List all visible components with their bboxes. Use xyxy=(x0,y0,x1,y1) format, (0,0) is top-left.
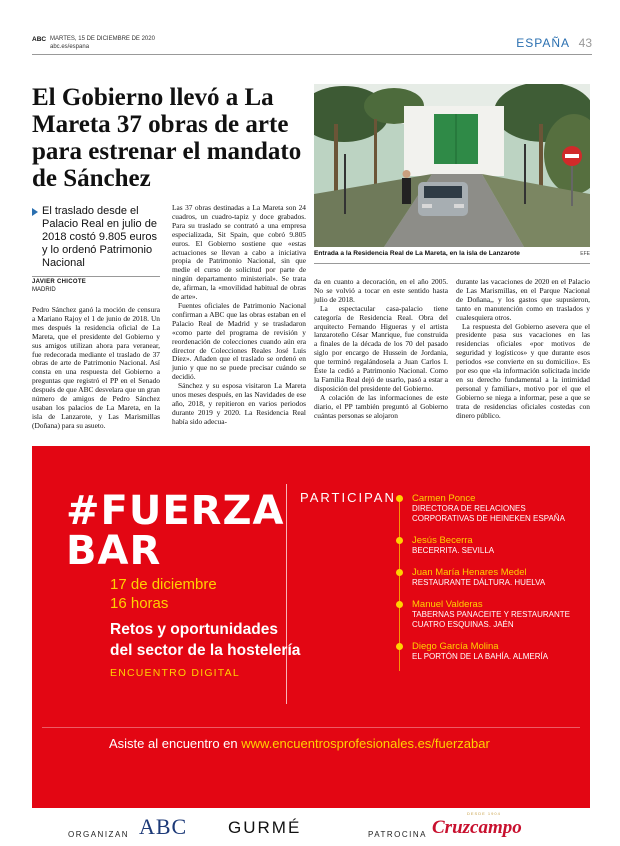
caption-rule xyxy=(314,263,590,264)
page-header xyxy=(32,36,592,58)
bullet-dot-icon xyxy=(396,643,403,650)
fuerza-bar-advertisement[interactable] xyxy=(32,446,590,808)
page-number: 43 xyxy=(578,36,592,50)
paragraph: Fuentes oficiales de Patrimonio Nacional confirman a ABC que las obras estaban en el Palacio Real de Madrid y se trasladaron «como parte del programa de revisión y reordenación de colecciones cuando aún era director de Colecciones Reales José Luis Díez». Añaden que el traslado se ordenó en junio y que no se puede precisar cuándo se decidió. xyxy=(172,300,306,382)
ad-rule xyxy=(42,727,580,728)
dateline-city: MADRID xyxy=(32,287,56,293)
section-name: ESPAÑA xyxy=(516,36,570,50)
byline xyxy=(32,279,160,293)
participant xyxy=(402,641,582,662)
participant xyxy=(402,493,582,524)
bullet-dot-icon xyxy=(396,495,403,502)
organizers-label: ORGANIZAN xyxy=(68,830,130,839)
paragraph: Las 37 obras destinadas a La Mareta son 24 cuadros, un cuadro-tapiz y doce grabados. Para su traslado se contrató a una empresa especializada, Sit Spain, que cobró 9.805 euros. El Gobierno sostiene que «estas actuaciones se llevan a cabo a iniciativa propia de Patrimonio Nacional, sin que medie el curso de solicitud por parte de ningún departamento ministerial». Se trata de, afirman, la «movilidad habitual de obras de arte». xyxy=(172,203,306,302)
la-mareta-photo-illustration xyxy=(314,84,590,247)
paragraph: Sánchez y su esposa visitaron La Mareta unos meses después, en las Navidades de ese año, 2018, y repitieron en varios periodos durante 2019 y 2020. La Residencia Real había sido adecua- xyxy=(172,381,306,426)
participant-name: Jesús Becerra xyxy=(412,535,473,546)
photo-caption xyxy=(314,250,590,257)
header-rule xyxy=(32,54,592,55)
summary-rule xyxy=(32,276,160,277)
bullet-dot-icon xyxy=(396,537,403,544)
paragraph: A colación de las informaciones de este diario, el PP también preguntó al Gobierno cuántas personas se alojaron xyxy=(314,392,448,420)
body-column-1 xyxy=(32,306,160,431)
ad-call-to-action xyxy=(109,736,490,751)
article-summary xyxy=(32,205,160,277)
issue-date: MARTES, 15 DE DICIEMBRE DE 2020 xyxy=(50,36,155,42)
summary-text: El traslado desde el Palacio Real en julio de 2018 costó 9.805 euros y lo ordenó Patrimonio Nacional xyxy=(42,205,157,269)
participant xyxy=(402,535,582,556)
participant-name: Manuel Valderas xyxy=(412,599,483,610)
paragraph: La espectacular casa-palacio tiene categoría de Residencia Real. Obra del arquitecto Fernando Higueras y el artista lanzaroteño César Manrique, fue construida a finales de la década de los 70 del pasado siglo por encargo de Hussein de Jordania, que terminó regalándosela a Juan Carlos I. Éste la cedió a Patrimonio Nacional. Como la Familia Real dejó de usarlo, pasó a estar a disposición del presidente del Gobierno. xyxy=(314,303,448,393)
bullet-dot-icon xyxy=(396,569,403,576)
sponsor-tagline: DESDE 1904 xyxy=(467,811,501,816)
body-column-4 xyxy=(456,278,590,421)
ad-time: 16 horas xyxy=(110,595,169,612)
participant-name: Diego García Molina xyxy=(412,641,499,652)
article-headline: El Gobierno llevó a La Mareta 37 obras de arte para estrenar el mandato de Sánchez xyxy=(32,84,302,192)
participant-name: Carmen Ponce xyxy=(412,493,476,504)
participants-list xyxy=(402,493,582,673)
article-photo xyxy=(314,84,590,247)
photo-credit: EFE xyxy=(580,251,590,257)
paragraph: durante las vacaciones de 2020 en el Palacio de Las Marismillas, en el Parque Nacional de Doñana,, y los gastos que supusieron, tanto en manutención como en traslados y cualesquiera otros. xyxy=(456,277,590,322)
participants-label: PARTICIPAN xyxy=(300,490,396,505)
cta-text: Asiste al encuentro en xyxy=(109,736,242,751)
ad-hashtag: #FUERZA BAR xyxy=(66,488,285,574)
cta-link[interactable]: www.encuentrosprofesionales.es/fuerzabar xyxy=(241,736,490,751)
triangle-bullet-icon xyxy=(32,208,38,216)
ad-divider xyxy=(286,484,287,704)
participant xyxy=(402,599,582,630)
publication-name: ABC xyxy=(32,36,47,43)
bullet-dot-icon xyxy=(396,601,403,608)
paragraph: da en cuanto a decoración, en el año 2005. No se volvió a tocar en este sentido hasta julio de 2018. xyxy=(314,277,448,304)
ad-tagline-2: del sector de la hostelería xyxy=(110,642,301,659)
participant-name: Juan María Henares Medel xyxy=(412,567,527,578)
participant-role: RESTAURANTE DÁLTURA. HUELVA xyxy=(412,578,546,587)
participant xyxy=(402,567,582,588)
paragraph: Pedro Sánchez ganó la moción de censura a Mariano Rajoy el 1 de junio de 2018. Un mes después la residencia oficial de La Mareta, que el presidente del Gobierno y sus amigos utilizan ahora para veranear, fue redecorada mediante el traslado de 37 obras de arte de Patrimonio Nacional. Así consta en una respuesta del Gobierno a preguntas que registró el PP en el Senado después de que ABC desvelara que un gran número de amigos de Pedro Sánchez usaban los palacios de La Mareta, en la isla de Lanzarote, y Las Marismillas (Doñana) para su asueto. xyxy=(32,305,160,430)
body-column-3 xyxy=(314,278,448,421)
ad-date: 17 de diciembre xyxy=(110,576,217,593)
participant-role: EL PORTÓN DE LA BAHÍA. ALMERÍA xyxy=(412,652,549,661)
ad-event-type: ENCUENTRO DIGITAL xyxy=(110,667,240,679)
gurme-logo: GURMÉ xyxy=(228,818,302,837)
cruzcampo-logo: Cruzcampo xyxy=(432,817,522,838)
body-column-2 xyxy=(172,204,306,427)
paragraph: La respuesta del Gobierno asevera que el presidente pasa sus vacaciones en las residencias oficiales «por motivos de seguridad y logísticos» y que durante esos periodos «se convierte en su domicilio». Es por eso que «la información solicitada incide en su derecho fundamental a la intimidad personal y familiar», motivo por el que el Gobierno se niega a informar, pese a que se trata de residencias oficiales costedas con dinero público. xyxy=(456,321,590,420)
author-name: JAVIER CHICOTE xyxy=(32,279,87,285)
participant-role: DIRECTORA DE RELACIONES CORPORATIVAS DE HEINEKEN ESPAÑA xyxy=(412,504,565,523)
participant-role: TABERNAS PANACEITE Y RESTAURANTE CUATRO ESQUINAS. JAÉN xyxy=(412,610,570,629)
section-url[interactable]: abc.es/espana xyxy=(50,44,90,50)
sponsor-label: PATROCINA xyxy=(368,830,427,839)
ad-tagline-1: Retos y oportunidades xyxy=(110,621,278,638)
participant-role: BECERRITA. SEVILLA xyxy=(412,546,495,555)
caption-text: Entrada a la Residencia Real de La Mareta, en la isla de Lanzarote xyxy=(314,250,520,257)
abc-logo: ABC xyxy=(139,814,188,839)
sponsors-footer xyxy=(32,808,590,846)
